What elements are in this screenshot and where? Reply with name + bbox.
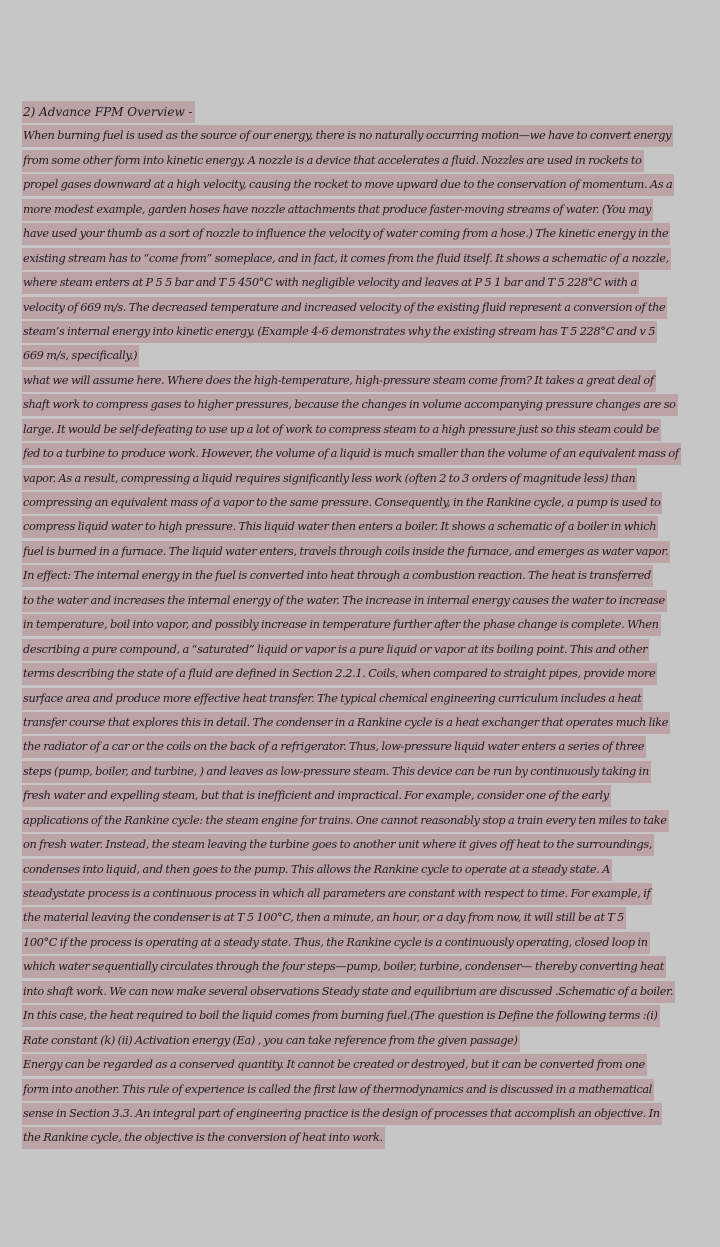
passage-line: which water sequentially circulates through the four steps—pump, boiler, turbine, condenser— thereby converting heat: [22, 956, 666, 978]
passage-line: condenses into liquid, and then goes to the pump. This allows the Rankine cycle to operate at a steady state. A: [22, 859, 612, 881]
passage-line: applications of the Rankine cycle: the steam engine for trains. One cannot reasonably stop a train every ten miles to take: [22, 810, 669, 832]
passage-line: the material leaving the condenser is at T 5 100°C, then a minute, an hour, or a day from now, it will still be at T 5: [22, 907, 626, 929]
passage-line: large. It would be self-defeating to use up a lot of work to compress steam to a high pressure just so this steam could be: [22, 419, 661, 441]
passage-line: from some other form into kinetic energy. A nozzle is a device that accelerates a fluid. Nozzles are used in rockets to: [22, 150, 644, 172]
passage-line: fresh water and expelling steam, but that is inefficient and impractical. For example, consider one of the early: [22, 785, 611, 807]
passage-line: on fresh water. Instead, the steam leaving the turbine goes to another unit where it gives off heat to the surroundings,: [22, 834, 654, 856]
passage-line: the Rankine cycle, the objective is the conversion of heat into work.: [22, 1127, 385, 1149]
passage-line: existing stream has to “come from” someplace, and in fact, it comes from the fluid itself. It shows a schematic of a nozzle,: [22, 248, 671, 270]
passage-line: fuel is burned in a furnace. The liquid water enters, travels through coils inside the furnace, and emerges as water vapor.: [22, 541, 670, 563]
passage-line: what we will assume here. Where does the high-temperature, high-pressure steam come from? It takes a great deal of: [22, 370, 656, 392]
passage-line: surface area and produce more effective heat transfer. The typical chemical engineering curriculum includes a heat: [22, 688, 643, 710]
passage-line: more modest example, garden hoses have nozzle attachments that produce faster-moving streams of water. (You may: [22, 199, 653, 221]
passage-body: [22, 125, 716, 1149]
passage-document: [22, 101, 716, 1152]
passage-line: describing a pure compound, a “saturated” liquid or vapor is a pure liquid or vapor at its boiling point. This and other: [22, 639, 649, 661]
passage-line: Rate constant (k) (ii) Activation energy (Ea) , you can take reference from the given passage): [22, 1030, 520, 1052]
passage-line: the radiator of a car or the coils on the back of a refrigerator. Thus, low-pressure liquid water enters a series of three: [22, 736, 646, 758]
passage-line: When burning fuel is used as the source of our energy, there is no naturally occurring motion—we have to convert energy: [22, 125, 673, 147]
passage-line: In this case, the heat required to boil the liquid comes from burning fuel.(The question is Define the following terms :(i): [22, 1005, 660, 1027]
passage-line: steadystate process is a continuous process in which all parameters are constant with respect to time. For example, if: [22, 883, 652, 905]
passage-line: where steam enters at P 5 5 bar and T 5 450°C with negligible velocity and leaves at P 5 1 bar and T 5 228°C with a: [22, 272, 639, 294]
passage-line: vapor. As a result, compressing a liquid requires significantly less work (often 2 to 3 orders of magnitude less) than: [22, 468, 637, 490]
passage-line: terms describing the state of a fluid are defined in Section 2.2.1. Coils, when compared to straight pipes, provide more: [22, 663, 657, 685]
passage-line: in temperature, boil into vapor, and possibly increase in temperature further after the phase change is complete. When: [22, 614, 661, 636]
passage-line: fed to a turbine to produce work. However, the volume of a liquid is much smaller than the volume of an equivalent mass of: [22, 443, 681, 465]
passage-line: Energy can be regarded as a conserved quantity. It cannot be created or destroyed, but it can be converted from one: [22, 1054, 647, 1076]
passage-line: sense in Section 3.3. An integral part of engineering practice is the design of processes that accomplish an objective. In: [22, 1103, 662, 1125]
passage-line: shaft work to compress gases to higher pressures, because the changes in volume accompanying pressure changes are so: [22, 394, 678, 416]
passage-line: propel gases downward at a high velocity, causing the rocket to move upward due to the conservation of momentum. As a: [22, 174, 674, 196]
passage-line: to the water and increases the internal energy of the water. The increase in internal energy causes the water to increase: [22, 590, 667, 612]
document-heading: 2) Advance FPM Overview -: [22, 101, 195, 123]
passage-line: into shaft work. We can now make several observations Steady state and equilibrium are discussed .Schematic of a boiler.: [22, 981, 675, 1003]
passage-line: transfer course that explores this in detail. The condenser in a Rankine cycle is a heat exchanger that operates much like: [22, 712, 670, 734]
passage-line: velocity of 669 m/s. The decreased temperature and increased velocity of the existing fluid represent a conversion of the: [22, 297, 667, 319]
passage-line: compressing an equivalent mass of a vapor to the same pressure. Consequently, in the Rankine cycle, a pump is used to: [22, 492, 662, 514]
passage-line: have used your thumb as a sort of nozzle to influence the velocity of water coming from a hose.) The kinetic energy in the: [22, 223, 670, 245]
passage-line: compress liquid water to high pressure. This liquid water then enters a boiler. It shows a schematic of a boiler in which: [22, 516, 658, 538]
passage-line: steam’s internal energy into kinetic energy. (Example 4-6 demonstrates why the existing stream has T 5 228°C and v 5: [22, 321, 657, 343]
passage-line: steps (pump, boiler, and turbine, ) and leaves as low-pressure steam. This device can be run by continuously taking in: [22, 761, 651, 783]
passage-line: 100°C if the process is operating at a steady state. Thus, the Rankine cycle is a continuously operating, closed loop in: [22, 932, 650, 954]
passage-line: In effect: The internal energy in the fuel is converted into heat through a combustion reaction. The heat is transferred: [22, 565, 653, 587]
passage-line: 669 m/s, specifically.): [22, 345, 139, 367]
passage-line: form into another. This rule of experience is called the first law of thermodynamics and is discussed in a mathematical: [22, 1079, 654, 1101]
